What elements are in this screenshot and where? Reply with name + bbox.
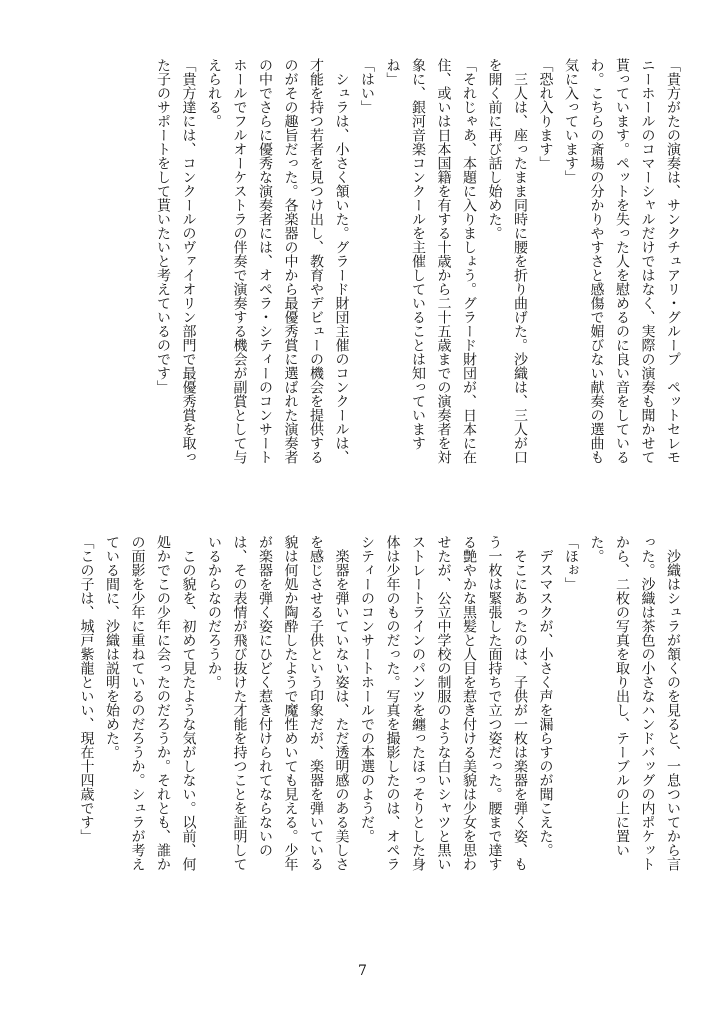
text-block-top: [150, 58, 686, 468]
paragraph-dialogue-thanks: 「恐れ入ります」: [537, 58, 554, 170]
paragraph-narration-deathmask: デスマスクが、小さく声を漏らすのが聞こえた。: [537, 535, 554, 857]
page-number: 7: [358, 963, 367, 979]
paragraph-narration-photo-description: そこにあったのは、子供が一枚は楽器を弾く姿、もう一枚は緊張した面持ちで立つ姿だった。腰まで達する艶やかな黒髪と人目を惹き付ける美貌は少女を思わせたが、公立中学校の制服のような白いシャツと黒いストレートラインのパンツを纏ったほっそりとした身体は少年のものだった。写真を撮影したのは、オペラシティーのコンサートホールでの本選のようだ。: [359, 535, 528, 871]
paragraph-dialogue-hoo: 「ほぉ」: [563, 535, 579, 591]
paragraph-dialogue-saori-praise: 「貴方がたの演奏は、サンクチュアリ・グループ ペットセレモニーホールのコマーシャルだけではなく、実際の演奏も聞かせて貰っています。ペットを失った人を慰めるのに良い音をしているわ。こちらの斎場の分かりやすさと感傷で媚びない献奏の選曲も気に入っています」: [563, 58, 681, 464]
paragraph-narration-recall: この貌を、初めて見たような気がしない。以前、何処かでこの少年に会ったのだろうか。それとも、誰かの面影を少年に重ねているのだろうか。シュラが考えている間に、沙織は説明を始めた。: [104, 535, 197, 871]
paragraph-narration-impression: 楽器を弾いていない姿は、ただ透明感のある美しさを感じさせる子供という印象だが、楽器を弾いている貌は何処か陶酔したようで魔性めいても見える。少年が楽器を弾く姿にひどく惹き付けられてならないのは、その表情が飛び抜けた才能を持つことを証明しているからなのだろうか。: [206, 535, 350, 871]
paragraph-narration-bow: 三人は、座ったまま同時に腰を折り曲げた。沙織は、三人が口を開く前に再び話し始めた。: [486, 58, 528, 464]
paragraph-narration-competition: シュラは、小さく頷いた。グラード財団主催のコンクールは、才能を持つ若者を見つけ出し、教育やデビューの機会を提供するのがその趣旨だった。各楽器の中から最優秀賞に選ばれた演奏者の中でさらに優秀な演奏者には、オペラ・シティーのコンサートホールでフルオーケストラの伴奏で演奏する機会が副賞として与えられる。: [206, 58, 350, 464]
paragraph-dialogue-support: 「貴方達には、コンクールのヴァイオリン部門で最優秀賞を取った子のサポートをして貰いたいと考えているのです」: [155, 58, 197, 464]
paragraph-dialogue-yes: 「はい」: [359, 58, 375, 114]
text-block-bottom: [73, 535, 685, 883]
paragraph-dialogue-competition: 「それじゃあ、本題に入りましょう。グラード財団が、日本に在住、或いは日本国籍を有する十歳から二十五歳までの演奏者を対象に、銀河音楽コンクールを主催していることは知っていますね」: [384, 58, 477, 464]
paragraph-dialogue-shiryu: 「この子は、城戸紫龍といい、現在十四歳です」: [78, 535, 95, 843]
paragraph-narration-photos: 沙織はシュラが頷くのを見ると、一息ついてから言った。沙織は茶色の小さなハンドバッグの内ポケットから、二枚の写真を取り出し、テーブルの上に置いた。: [588, 535, 681, 871]
